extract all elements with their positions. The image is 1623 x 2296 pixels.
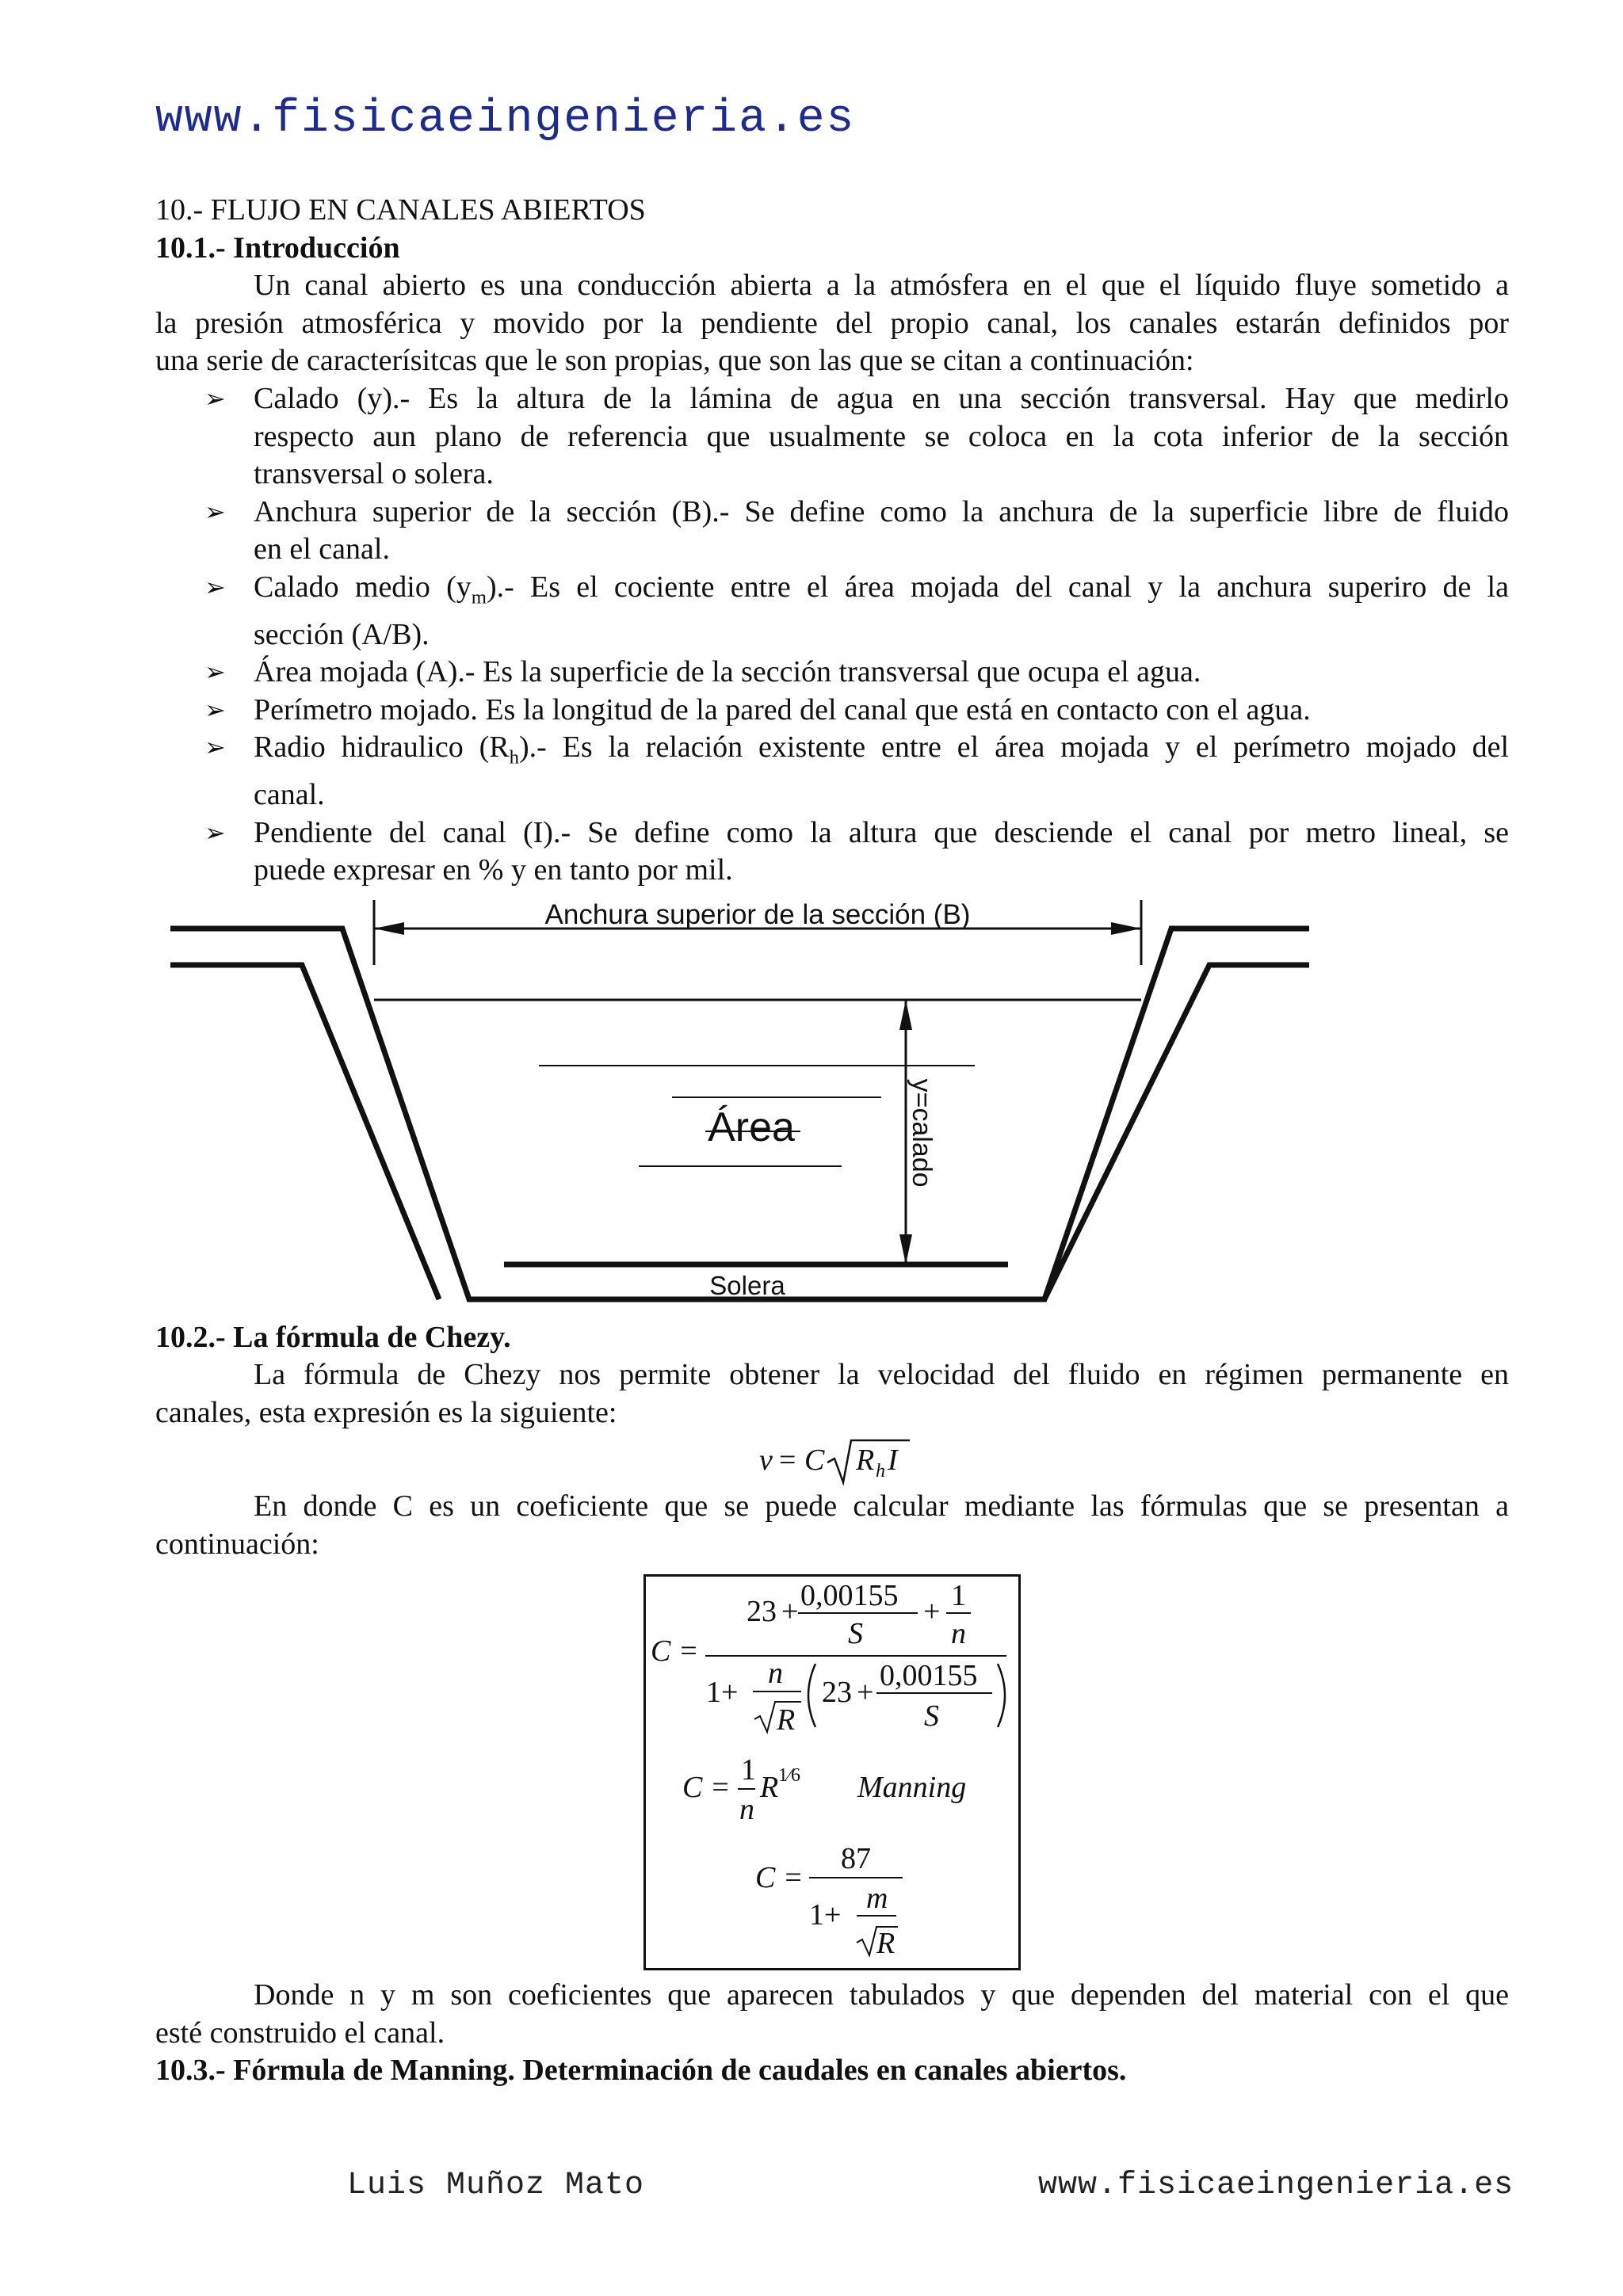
svg-text:87: 87 [841, 1842, 871, 1875]
svg-text:1+: 1+ [706, 1676, 739, 1709]
site-header-link[interactable]: www.fisicaeingenieria.es [155, 93, 856, 145]
arrow-bullet-icon: ➢ [204, 496, 226, 527]
channel-inner-wall [170, 965, 439, 1299]
chezy-formula [745, 1432, 935, 1496]
chapter-title: 10.- FLUJO EN CANALES ABIERTOS [155, 193, 646, 227]
svg-text:C =: C = [682, 1771, 731, 1804]
coefficient-paragraph: En donde C es un coeficiente que se puede calcular mediante las fórmulas que se presentan a continuación: [155, 1489, 1509, 1561]
arrowhead-up [899, 1000, 912, 1030]
section-1-heading: 10.1.- Introducción [155, 231, 400, 265]
svg-text:R: R [876, 1927, 896, 1960]
arrow-bullet-icon: ➢ [204, 817, 226, 848]
svg-text:C =: C = [651, 1634, 699, 1668]
list-item: ➢ Área mojada (A).- Es la superficie de la sección transversal que ocupa el agua. [155, 654, 1509, 692]
svg-text:+: + [857, 1676, 874, 1709]
list-item: ➢ Perímetro mojado. Es la longitud de la pared del canal que está en contacto con el agua. [155, 692, 1509, 730]
svg-text:C: C [804, 1444, 825, 1477]
arrow-bullet-icon: ➢ [204, 383, 226, 414]
arrowhead-left [374, 922, 404, 935]
footer-site-link[interactable]: www.fisicaeingenieria.es [1038, 2168, 1514, 2203]
svg-text:0,00155: 0,00155 [800, 1579, 899, 1612]
list-item: ➢ Radio hidraulico $(R_h).-$ Es la relación existente entre el área mojada y el perímetro mojado del canal. [204, 730, 1509, 812]
arrow-bullet-icon: ➢ [204, 657, 226, 688]
arrowhead-right [1111, 922, 1141, 935]
svg-text:Manning: Manning [857, 1771, 967, 1804]
section-2-heading: 10.2.- La fórmula de Chezy. [155, 1321, 511, 1354]
svg-text:n: n [739, 1793, 754, 1826]
section-3-heading: 10.3.- Fórmula de Manning. Determinación de caudales en canales abiertos. [155, 2054, 1127, 2087]
channel-inner-wall-right [1044, 965, 1309, 1299]
arrowhead-down [899, 1234, 912, 1264]
svg-text:m: m [866, 1882, 888, 1915]
svg-text:S: S [924, 1699, 939, 1733]
svg-text:R: R [777, 1703, 796, 1737]
svg-text:h: h [876, 1461, 885, 1482]
svg-text:R: R [760, 1771, 779, 1804]
top-width-label: Anchura superior de la sección (B) [544, 899, 971, 930]
arrow-bullet-icon: ➢ [204, 571, 226, 602]
svg-text:23: 23 [747, 1595, 777, 1628]
svg-text:+: + [781, 1595, 799, 1628]
svg-text:1+: 1+ [809, 1898, 842, 1932]
depth-label: y=calado [907, 1078, 937, 1188]
list-item: ➢ Pendiente del canal (I).- Se define como la altura que desciende el canal por metro lineal, se puede expresar en % y en tanto por mil. [204, 815, 1509, 887]
chezy-intro-paragraph: La fórmula de Chezy nos permite obtener la velocidad del fluido en régimen permanente en canales, esta expresión es la siguiente: [155, 1358, 1509, 1429]
coefficient-formulas [646, 1577, 1018, 1968]
list-item: ➢ Calado medio $(y_m).-$ Es el cociente entre el área mojada del canal y la anchura superiro de la sección (A/B). [204, 570, 1509, 651]
svg-text:=: = [779, 1444, 796, 1477]
bed-label: Solera [709, 1271, 785, 1300]
svg-text:0,00155: 0,00155 [880, 1659, 978, 1692]
svg-text:n: n [768, 1657, 783, 1690]
arrow-bullet-icon: ➢ [204, 694, 226, 725]
area-label: Área [708, 1104, 795, 1150]
formula-box [643, 1574, 1021, 1970]
footer-author: Luis Muñoz Mato [347, 2168, 645, 2203]
svg-text:23: 23 [822, 1676, 852, 1709]
svg-text:S: S [848, 1617, 863, 1650]
svg-text:+: + [923, 1595, 941, 1628]
svg-text:C =: C = [755, 1861, 804, 1894]
svg-text:1⁄6: 1⁄6 [778, 1765, 801, 1786]
list-item: ➢ Calado (y).- Es la altura de la lámina de agua en una sección transversal. Hay que medirlo respecto aun plano de referencia que usualmente se coloca en la cota inferior de la sección transversal o solera. [204, 382, 1509, 490]
coefficients-note-paragraph: Donde n y m son coeficientes que aparecen tabulados y que dependen del material con el que esté construido el canal. [155, 1978, 1509, 2050]
arrow-bullet-icon: ➢ [204, 732, 226, 763]
svg-text:n: n [951, 1617, 966, 1650]
svg-text:I: I [888, 1444, 898, 1477]
intro-paragraph: Un canal abierto es una conducción abierta a la atmósfera en el que el líquido fluye sometido a la presión atmosférica y movido por la pendiente del propio canal, los canales estarán definidos por una serie de caracterísitcas que le son propias, que son las que se citan a continuación: [155, 269, 1509, 377]
svg-text:v: v [759, 1444, 773, 1477]
svg-text:1: 1 [951, 1579, 966, 1612]
svg-text:R: R [856, 1444, 875, 1477]
svg-text:1: 1 [741, 1753, 756, 1787]
list-item: ➢ Anchura superior de la sección (B).- Se define como la anchura de la superficie libre de fluido en el canal. [204, 494, 1509, 566]
